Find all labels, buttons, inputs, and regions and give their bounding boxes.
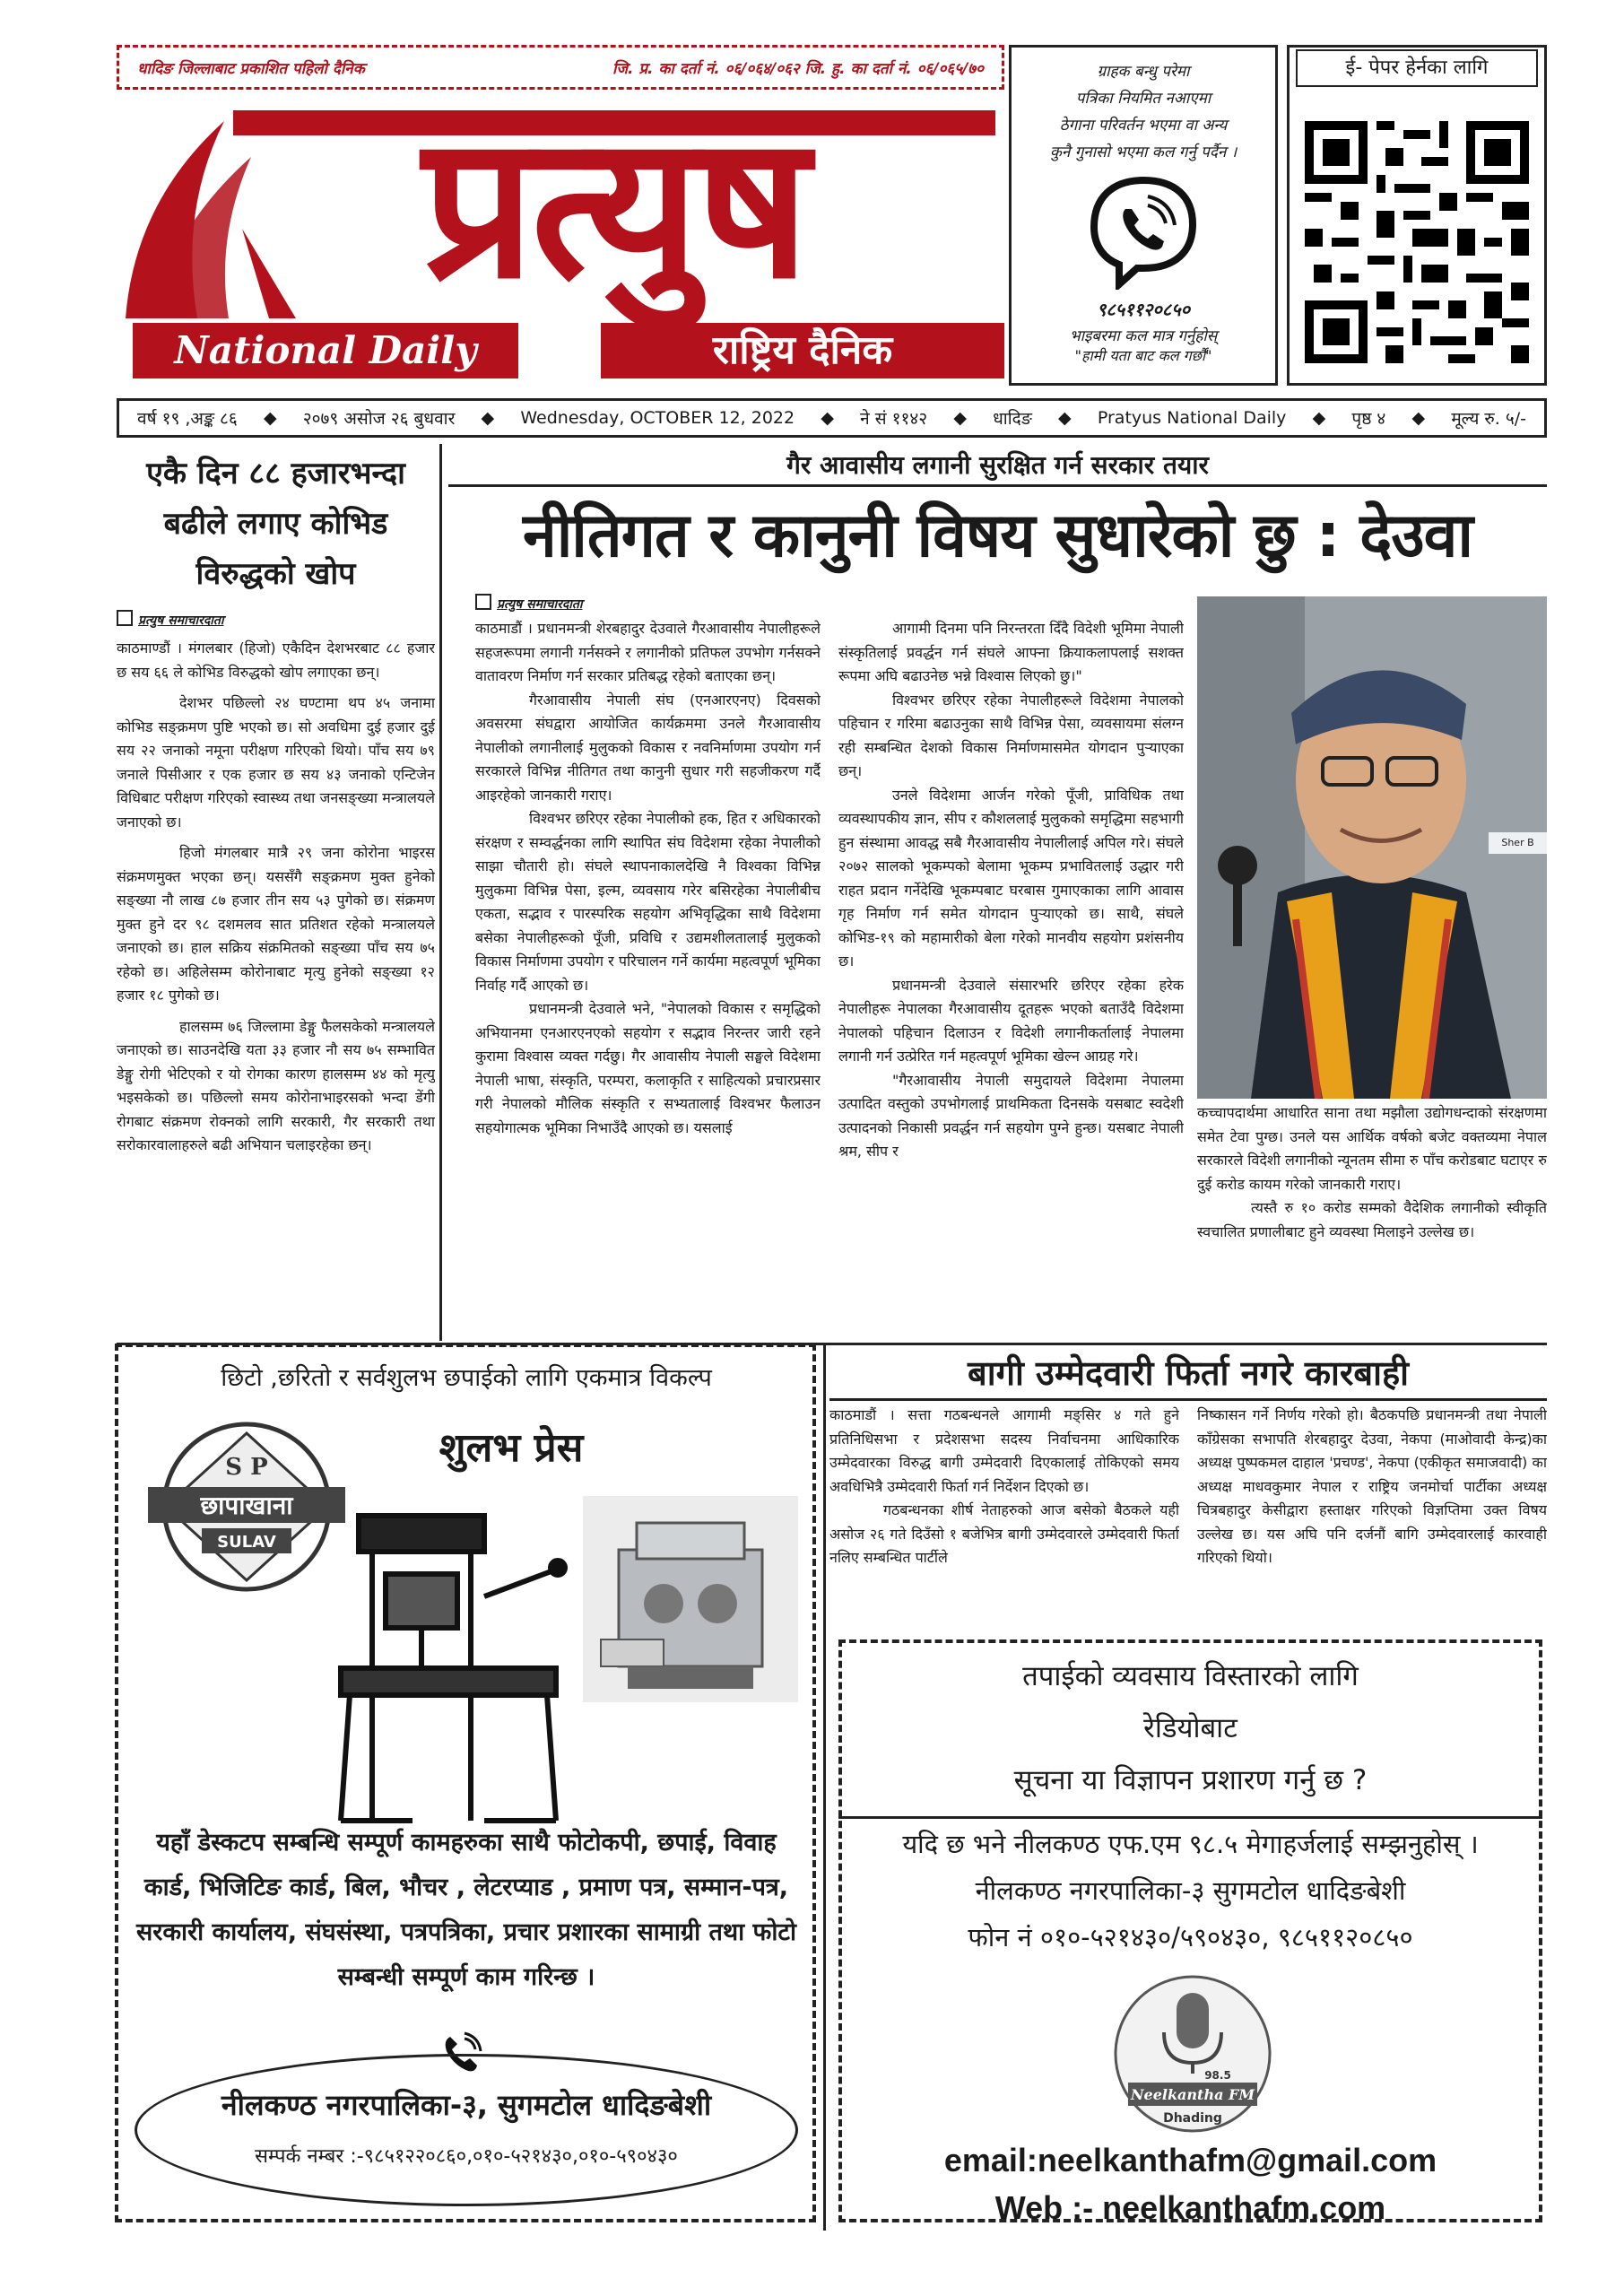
paragraph: विश्वभर छरिएर रहेका नेपालीहरूले विदेशमा नेपालको पहिचान र गरिमा बढाउनुका साथै विभिन्न पेसा, व्यवसायमा संलग्न रही सम्बन्धित देशको विकास निर्माणमासमेत योगदान पुऱ्याएका छन्। [838,691,1184,779]
lead-kicker: गैर आवासीय लगानी सुरक्षित गर्न सरकार तयार [448,444,1547,487]
ad-line: रेडियोबाट [1143,1712,1238,1744]
covid-headline[interactable] [117,448,435,599]
ad-question [847,1650,1533,1806]
paragraph: निष्कासन गर्ने निर्णय गरेको हो। बैठकपछि प्रधानमन्त्री तथा नेपाली काँग्रेसका सभापति शेरबहादुर देउवा, नेकपा (माओवादी केन्द्र)का अध्यक्ष पुष्पकमल दाहाल 'प्रचण्ड', नेकपा (एकीकृत समाजवादी) का अध्यक्ष माधवकुमार नेपाल र राष्ट्रिय जनमोर्चा पार्टीका अध्यक्ष चित्रबहादुर केसीद्वारा हस्ताक्षर गरिएको विज्ञप्तिमा उक्त विषय उल्लेख छ। यस अघि पनि दर्जनौं बागि उम्मेदवारलाई कारवाही गरिएको थियो। [1197,1406,1547,1566]
logo-english-text: National Daily [133,323,518,378]
notice-line: कुनै गुनासो भएमा कल गर्नु पर्दैन । [1049,144,1238,161]
paragraph: उनले विदेशमा आर्जन गरेको पूँजी, प्राविधिक तथा व्यवस्थापकीय ज्ञान, सीप र कौशललाई मुलुकको समृद्धिमा सहभागी हुन संस्थामा आवद्ध सबै गैरआवासीय नेपालीलाई अपिल गरे। संघले २०७२ सालको भूकम्पको बेलामा भूकम्प प्रभावितलाई उद्धार गरी राहत प्रदान गर्नेदेखि भूकम्पबाट घरबास गुमाएकाका लागि आवास गृह निर्माण गर्न समेत योगदान पुऱ्याएको छ। साथै, संघले कोभिड-१९ को महामारीको बेला गरेको मानवीय सहयोग प्रशंसनीय छ। [838,786,1184,970]
press-name: शुलभ प्रेस [439,1425,584,1471]
volume-issue: वर्ष १९ ,अङ्क ८६ [137,409,238,429]
sulav-logo-icon [139,1417,354,1596]
ad-divider [838,1816,1542,1819]
station-address: नीलकण्ठ नगरपालिका-३ सुगमटोल धादिङबेशी [975,1875,1406,1906]
registration-strip [117,45,1004,90]
paragraph: गैरआवासीय नेपाली संघ (एनआरएनए) दिवसको अवसरमा संघद्वारा आयोजित कार्यक्रममा उनले गैरआवासीय नेपालीको लगानीलाई मुलुकको विकास र नवनिर्माणमा उपयोग गर्न सरकारले विभिन्न नीतिगत तथा कानुनी सुधार गरी सहजीकरण गर्दै आइरहेको जानकारी गराए। [475,691,821,804]
photo-credit: Sher B [1489,832,1547,854]
hand-press-illustration [323,1489,574,1839]
headline-line: बढीले लगाए कोभिड [163,506,388,542]
paragraph: विश्वभर छरिएर रहेका नेपालीको हक, हित र अधिकारको संरक्षण र सम्वर्द्धनका लागि स्थापित संघ विदेशमा रहेका नेपालीको साझा चौतारी हो। संघले स्थापनाकालदेखि नै विश्वका विभिन्न मुलुकमा विभिन्न पेसा, इल्म, व्यवसाय गरेर बसिरहेका नेपालीबीच एकता, सद्भाव र पारस्परिक सहयोग अभिवृद्धिका साथै विदेशमा बसेका नेपालीहरूको पूँजी, प्रविधि र उद्यमशीलतालाई मुलुकको विकास निर्माणमा उपयोग र परिचालन गर्ने कार्यमा महत्वपूर्ण भूमिका निर्वाह गर्दै आएको छ। [475,810,821,994]
paragraph: प्रधानमन्त्री देउवाले संसारभरि छरिएर रहेका हरेक नेपालीहरू नेपालका गैरआवासीय दूतहरू भएको बताउँदै विदेशमा नेपालको पहिचान दिलाउन र विदेशी लगानीकर्तालाई नेपालमा लगानी गर्न उत्प्रेरित गर्न महत्वपूर्ण भूमिका खेल्न आग्रह गरे। [838,976,1184,1065]
services-description: यहाँ डेस्कटप सम्बन्धि सम्पूर्ण कामहरुका साथै फोटोकपी, छपाई, विवाह कार्ड, भिजिटिङ कार्ड, बिल, भौचर , लेटरप्याड , प्रमाण पत्र, सम्मान-पत्र, सरकारी कार्यालय, संघसंस्था, पत्रपत्रिका, प्रचार प्रशारका सामाग्री तथा फोटो सम्बन्धी सम्पूर्ण काम गरिन्छ । [136,1829,796,1991]
epaper-qr-code[interactable] [1305,121,1529,363]
paragraph: काठमाडौं । सत्ता गठबन्धनले आगामी मङ्सिर ४ गते हुने प्रतिनिधिसभा र प्रदेशसभा सदस्य निर्वाचनमा आधिकारिक उम्मेदवारका विरुद्ध बागी उम्मेदवारी दिएकालाई तोकिएको समय अवधिभित्रै उम्मेदवारी फिर्ता गर्न निर्देशन दिएको छ। [829,1406,1179,1495]
paragraph: काठमाण्डौं । मंगलबार (हिजो) एकैदिन देशभरबाट ८८ हजार छ सय ६६ ले कोभिड विरुद्धको खोप लगाएका छन्। [117,639,435,681]
rebel-headline[interactable]: बागी उम्मेदवारी फिर्ता नगरे कारबाही [829,1345,1547,1401]
lead-column-2 [838,617,1184,1339]
contact-number[interactable]: सम्पर्क नम्बर :-९८५१२२०८६०,०१०-५२१४३०,०१०-५९०४३० [255,2145,678,2168]
column-divider [823,1343,826,2231]
paper-name: Pratyus National Daily [1097,408,1287,428]
rebel-column-2 [1197,1404,1547,1632]
headline-line: एकै दिन ८८ हजारभन्दा [146,456,405,491]
epaper-label: ई- पेपर हेर्नका लागि [1296,49,1538,87]
notice-line: ग्राहक बन्धु परेमा [1097,63,1190,81]
subscriber-notice-box [1009,45,1278,386]
paragraph: हालसम्म ७६ जिल्लामा डेङ्गु फैलसकेको मन्त्रालयले जनाएको छ। साउनदेखि यता ३३ हजार नौ सय ७५ सम्भावित डेङ्गु रोगी भेटिएको र यो रोगका कारण हालसम्म ४४ को मृत्यु भइसकेको छ। पछिल्लो समय कोरोनाभाइरसको भन्दा डेंगी रोगबाट संक्रमण रोक्नको लागि सरकारी, गैर सरकारी तथा सरोकारवालाहरुले बढी अभियान चलाइरहेका छन्। [117,1017,435,1153]
viber-phone-icon [1085,173,1202,290]
ad-line: यदि छ भने नीलकण्ठ एफ.एम ९८.५ मेगाहर्जलाई सम्झनुहोस् । [902,1829,1479,1859]
offset-press-illustration [583,1496,798,1702]
logo-station-name: Neelkantha FM [1130,2086,1255,2103]
paragraph: देशभर पछिल्लो २४ घण्टामा थप ४५ जनामा कोभिड सङ्क्रमण पुष्टि भएको छ। सो अवधिमा दुई हजार दुई सय २२ जनाको नमूना परीक्षण गरिएको थियो। पाँच सय ७९ जनाले पिसीआर र एक हजार छ सय ४३ जनाको एन्टिजेन विधिबाट परीक्षण गरिएको स्वास्थ्य तथा जनसङ्ख्या मन्त्रालयले जनाएको छ। [117,694,435,831]
ad-line: सूचना या विज्ञापन प्रशारण गर्नु छ ? [1013,1764,1368,1796]
station-website[interactable]: Web :- neelkanthafm.com [994,2189,1386,2226]
logo-place: Dhading [1163,2111,1222,2126]
logo-word: छापाखाना [200,1491,293,1520]
price: मूल्य रु. ५/- [1451,409,1526,429]
ad-tagline: छिटो ,छरितो र सर्वशुलभ छपाईको लागि एकमात्र विकल्प [221,1364,712,1392]
paragraph: त्यस्तै रु १० करोड सम्मको वैदेशिक लगानीको स्वीकृति स्वचालित प्रणालीबाट हुने व्यवस्था मिलाइने उल्लेख छ। [1197,1199,1547,1240]
logo-initials: S P [225,1454,268,1481]
nepali-date: २०७९ असोज २६ बुधवार [302,409,456,429]
contact-oval [135,2054,798,2206]
lead-column-3 [1197,1101,1547,1339]
covid-article-body [117,637,435,1336]
covid-byline: प्रत्युष समाचारदाता [117,610,435,629]
place: धादिङ [993,409,1032,429]
notice-line: ठेगाना परिवर्तन भएमा वा अन्य [1059,117,1228,135]
paragraph: आगामी दिनमा पनि निरन्तरता दिँदै विदेशी भूमिमा नेपाली संस्कृतिलाई प्रवर्द्धन गर्न संघले आफ्ना क्रियाकलापलाई सशक्त रूपमा अघि बढाउनेछ भन्ने विश्वास लिएको छु।" [838,620,1184,684]
logo-english: SULAV [217,1533,276,1552]
lead-headline[interactable]: नीतिगत र कानुनी विषय सुधारेको छु : देउवा [522,500,1473,571]
station-phone[interactable]: फोन नं ०१०-५२१४३०/५९०४३०, ९८५११२०८५० [968,1922,1413,1952]
station-email[interactable]: email:neelkanthafm@gmail.com [943,2142,1437,2179]
logo-nepali-text: राष्ट्रिय दैनिक [601,323,1004,378]
paragraph: प्रधानमन्त्री देउवाले भने, "नेपालको विकास र समृद्धिको अभियानमा एनआरएनएको सहयोग र सद्भाव निरन्तर जारी रहने कुरामा विश्वास व्यक्त गर्दछु। गैर आवासीय नेपाली सङ्घले विदेशमा नेपाली भाषा, संस्कृति, परम्परा, कलाकृति र साहित्यको प्रचारप्रसार गरी नेपालको मौलिक संस्कृति र सभ्यतालाई विश्वभर फैलाउन सहयोगात्मक भूमिका निभाउँदै आएको छ। यसलाई [475,1000,821,1136]
paragraph: "गैरआवासीय नेपाली समुदायले विदेशमा नेपालमा उत्पादित वस्तुको उपभोगलाई प्राथमिकता दिनसके यसबाट स्वदेशी उत्पादनको निकासी प्रवर्द्धन गर्न सहयोग पुग्ने हुन्छ। यसबाट नेपाली श्रम, सीप र [838,1071,1184,1160]
column-divider [439,444,442,1341]
ad-info [847,1821,1533,1961]
registration-number: जि. प्र. का दर्ता नं. ०६/०६४/०६२ जि. हु. का दर्ता नं. ०६/०६५/७० [612,59,984,78]
notice-line: पत्रिका नियमित नआएमा [1075,90,1211,108]
paragraph: काठमाडौं । प्रधानमन्त्री शेरबहादुर देउवाले गैरआवासीय नेपालीहरूले सहजरूपमा लगानी गर्नसक्ने र लगानीको प्रतिफल उपभोग गर्नसक्ने वातावरण निर्माण गर्न सरकार प्रतिबद्ध रहेको बताएका छन्। [475,620,821,684]
notice-phone[interactable]: ९८५११२०८५० [1097,299,1190,320]
press-address: नीलकण्ठ नगरपालिका-३, सुगमटोल धादिङबेशी [221,2088,712,2122]
lead-column-1 [475,617,821,1339]
paragraph: हिजो मंगलबार मात्रै २९ जना कोरोना भाइरस संक्रमणमुक्त भएका छन्। यससँगै सङ्क्रमण मुक्त हुनेको सङ्ख्या नौ लाख ८७ हजार तीन सय ५३ पुगेको छ। संक्रमण मुक्त हुने दर ९८ दशमलव सात प्रतिशत रहेको मन्त्रालयले जनाएको छ। हाल सक्रिय संक्रमितको सङ्ख्या पाँच सय ७५ रहेको छ। अहिलेसम्म कोरोनाबाट मृत्यु हुनेको सङ्ख्या १२ हजार १८ पुगेको छ। [117,844,435,1004]
page-number: पृष्ठ ४ [1351,409,1386,429]
newspaper-logo[interactable]: प्रत्युष [422,90,806,322]
neelkantha-fm-logo-icon [1112,1973,1273,2135]
callback-note: "हामी यता बाट कल गर्छौं" [1074,347,1212,364]
lead-byline: प्रत्युष समाचारदाता [475,594,834,613]
ad-line: तपाईको व्यवसाय विस्तारको लागि [1022,1660,1359,1692]
dateline-bar: वर्ष १९ ,अङ्क ८६ ◆ २०७९ असोज २६ बुधवार ◆ Wednesday, OCTOBER 12, 2022 ◆ ने सं ११४२ ◆ धादिङ ◆ Pratyus National Daily ◆ पृष्ठ ४ ◆ मूल्य रु. ५/- [117,398,1547,438]
nepal-samvat: ने सं ११४२ [860,409,928,429]
paragraph: गठबन्धनका शीर्ष नेताहरुको आज बसेको बैठकले यही असोज २६ गते दिउँसो १ बजेभित्र बागी उम्मेदवारले उम्मेदवारी फिर्ता नलिए सम्बन्धित पार्टीले [829,1501,1179,1566]
headline-line: विरुद्धको खोप [195,556,356,592]
logo-frequency: 98.5 [1204,2069,1231,2082]
first-daily-tagline: धादिङ जिल्लाबाट प्रकाशित पहिलो दैनिक [137,59,365,78]
viber-instruction: भाइबरमा कल मात्र गर्नुहोस् [1069,327,1218,345]
rebel-column-1 [829,1404,1179,1632]
paragraph: कच्चापदार्थमा आधारित साना तथा मझौला उद्योगधन्दाको संरक्षणमा समेत टेवा पुग्छ। उनले यस आर्थिक वर्षको बजेट वक्तव्यमा नेपाल सरकारले विदेशी लगानीको न्यूनतम सीमा रु पाँच करोडबाट घटाएर रु दुई करोड कायम गरेको जानकारी गराए। [1197,1104,1547,1193]
english-date: Wednesday, OCTOBER 12, 2022 [520,408,795,428]
